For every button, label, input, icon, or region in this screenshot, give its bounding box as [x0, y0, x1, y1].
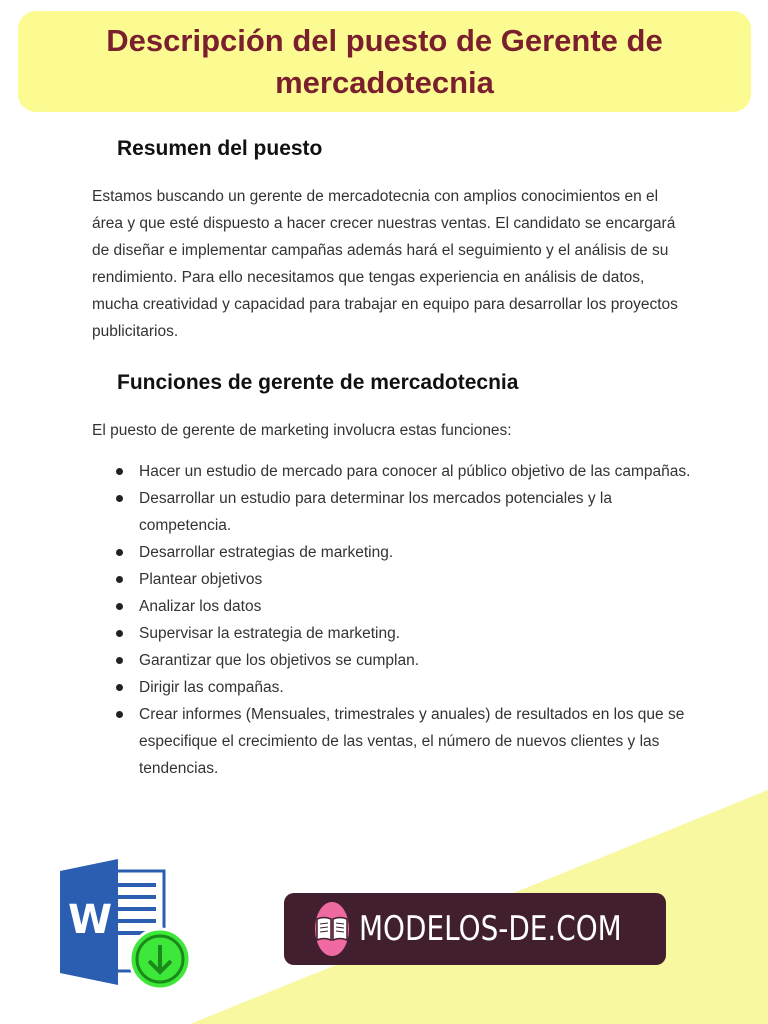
bullet-icon [116, 630, 123, 637]
bullet-icon [116, 603, 123, 610]
list-item-text: Analizar los datos [139, 598, 262, 615]
list-item-text: Dirigir las compañas. [139, 679, 284, 696]
brand-banner[interactable] [284, 893, 666, 965]
summary-text: Estamos buscando un gerente de mercadotecnia con amplios conocimientos en el área y que esté dispuesto a hacer crecer nuestras ventas. El candidato se encargará de diseñar e implementar campañas además hará el seguimiento y el análisis de su rendimiento. Para ello necesitamos que tengas experiencia en análisis de datos, mucha creatividad y capacidad para trabajar en equipo para desarrollar los proyectos publicitarios. [92, 188, 678, 340]
bullet-icon [116, 468, 123, 475]
list-item [116, 647, 696, 674]
summary-heading: Resumen del puesto [117, 137, 323, 160]
list-item-text: Crear informes (Mensuales, trimestrales y anuales) de resultados en los que se especifique el crecimiento de las ventas, el número de nuevos clientes y las tendencias. [139, 706, 685, 777]
functions-list [116, 458, 696, 782]
page-title: Descripción del puesto de Gerente de mercadotecnia [106, 22, 663, 100]
functions-intro: El puesto de gerente de marketing involucra estas funciones: [92, 422, 512, 439]
bullet-icon [116, 684, 123, 691]
bullet-icon [116, 657, 123, 664]
list-item [116, 566, 696, 593]
list-item-text: Hacer un estudio de mercado para conocer al público objetivo de las campañas. [139, 463, 691, 480]
list-item [116, 458, 696, 485]
list-item-text: Plantear objetivos [139, 571, 263, 588]
list-item [116, 701, 696, 782]
bullet-icon [116, 495, 123, 502]
book-icon [315, 902, 349, 956]
word-document-download-icon[interactable] [56, 857, 198, 999]
list-item [116, 485, 696, 539]
list-item [116, 593, 696, 620]
list-item [116, 539, 696, 566]
brand-name: MODELOS-DE.COM [359, 909, 622, 949]
bullet-icon [116, 549, 123, 556]
list-item-text: Garantizar que los objetivos se cumplan. [139, 652, 420, 669]
functions-heading: Funciones de gerente de mercadotecnia [117, 371, 519, 394]
list-item [116, 620, 696, 647]
list-item [116, 674, 696, 701]
bullet-icon [116, 576, 123, 583]
list-item-text: Desarrollar estrategias de marketing. [139, 544, 394, 561]
list-item-text: Desarrollar un estudio para determinar los mercados potenciales y la competencia. [139, 490, 612, 534]
list-item-text: Supervisar la estrategia de marketing. [139, 625, 401, 642]
bullet-icon [116, 711, 123, 718]
svg-text:W: W [68, 897, 113, 943]
title-banner [18, 11, 751, 112]
